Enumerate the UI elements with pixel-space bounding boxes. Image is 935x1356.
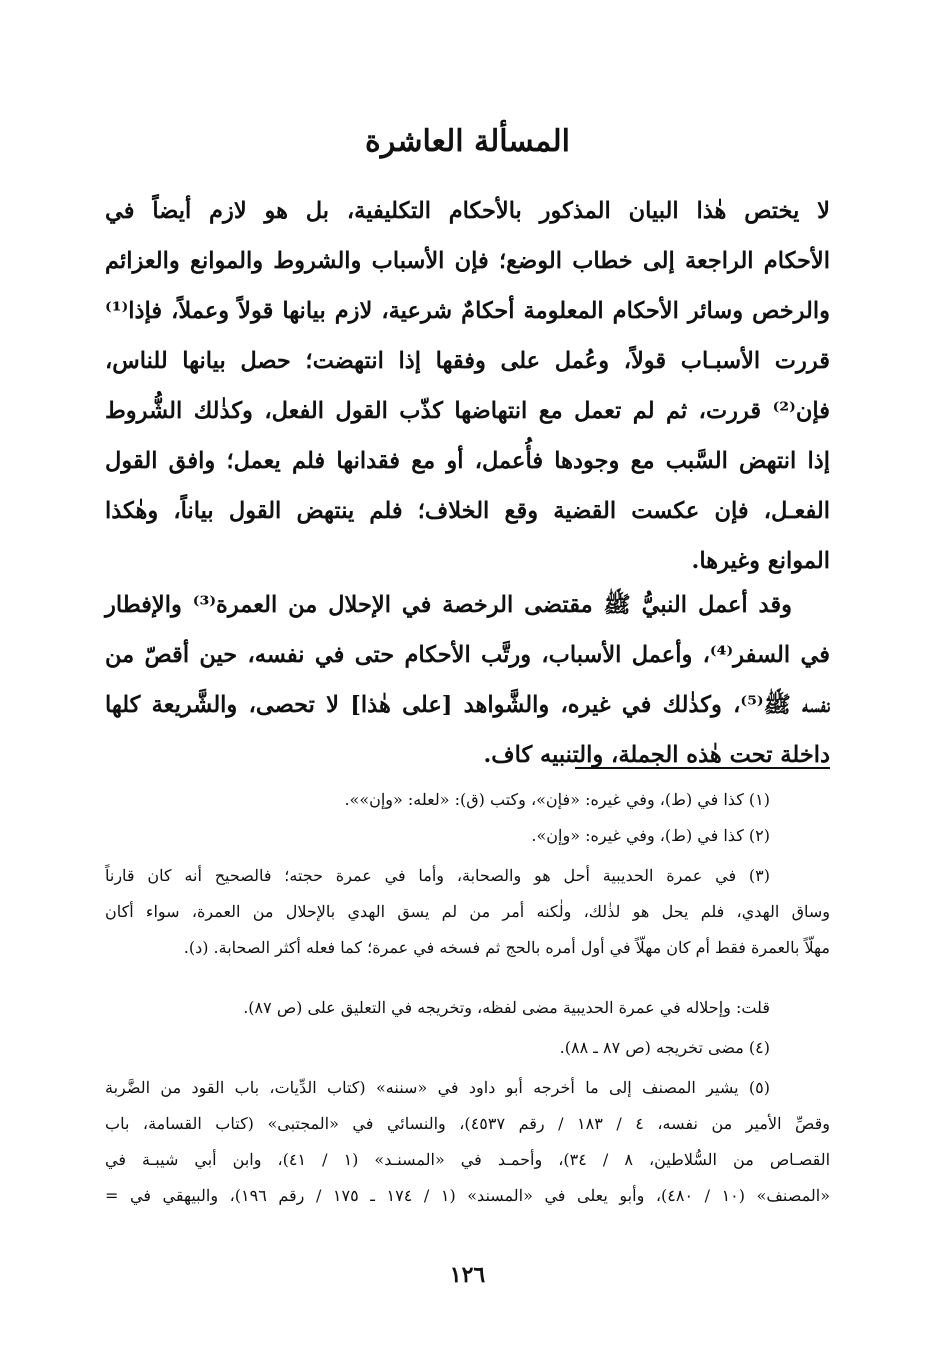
page-number: ١٢٦ [449, 1262, 486, 1288]
text-line: الموانع وغيرها. [691, 548, 830, 574]
footnote-line: (٤) مضى تخريجه (ص ٨٧ ـ ٨٨). [559, 1038, 770, 1057]
text-line: داخلة تحت هٰذه الجملة، والتنبيه كاف. [483, 742, 830, 768]
footnote-line: مهلّاً بالعمرة فقط أم كان مهلّاً في أول أمره بالحج ثم فسخه في عمرة؛ كما فعله أكثر الصحابة. (د). [183, 938, 830, 957]
footnote-line: (١) كذا في (ط)، وفي غيره: «فإن»، وكتب (ق): «لعله: «وإن»». [344, 790, 770, 809]
footnote-5 [105, 1070, 830, 1214]
footnote-line: وقصِّ الأمير من نفسه، ٤ / ١٨٣ / رقم ٤٥٣٧)، والنسائي في «المجتبى» (كتاب القسامة، باب [105, 1114, 831, 1133]
footnote-line: (٢) كذا في (ط)، وفي غيره: «وإن». [531, 826, 770, 845]
text-line: وقد أعمل النبيُّ ﷺ مقتضى الرخصة في الإحلال من العمرة⁽³⁾ والإفطار [105, 592, 792, 618]
body-paragraph-1 [105, 186, 830, 586]
text-line: إذا انتهض السَّبب مع وجودها فأُعمل، أو مع فقدانها فلم يعمل؛ وافق القول [105, 448, 830, 474]
text-line: الأحكام الراجعة إلى خطاب الوضع؛ فإن الأسباب والشروط والموانع والعزائم [105, 248, 830, 274]
footnote-3 [105, 858, 830, 966]
footnote-1 [105, 782, 830, 818]
text-line: الفعـل، فإن عكست القضية وقع الخلاف؛ فلم ينتهض القول بياناً، وهٰكذا [105, 498, 830, 524]
text-line: والرخص وسائر الأحكام المعلومة أحكامٌ شرعية، لازم بيانها قولاً وعملاً، فإذا⁽¹⁾ [105, 298, 830, 324]
footnote-line: قلت: وإحلاله في عمرة الحديبية مضى لفظه، وتخريجه في التعليق على (ص ٨٧). [243, 998, 770, 1017]
text-line: لا يختص هٰذا البيان المذكور بالأحكام التكليفية، بل هو لازم أيضاً في [105, 198, 830, 224]
footnote-line: (٣) في عمرة الحديبية أحل هو والصحابة، وأما في عمرة حجته؛ فالصحيح أنه كان قارناً [105, 866, 770, 885]
footnote-separator [575, 767, 830, 769]
footnote-line: «المصنف» (١٠ / ٤٨٠)، وأبو يعلى في «المسند» (١ / ١٧٤ ـ ١٧٥ / رقم ١٩٦)، والبيهقي في = [105, 1186, 830, 1205]
text-line: نفسه ﷺ⁽⁵⁾، وكذٰلك في غيره، والشَّواهد [على هٰذا] لا تحصى، والشَّريعة كلها [105, 692, 830, 718]
footnote-4 [105, 1030, 830, 1066]
text-line: في السفر⁽⁴⁾، وأعمل الأسباب، ورتَّب الأحكام حتى في نفسه، حين أقصّ من [105, 642, 830, 668]
footnote-line: القصـاص من السُّلاطين، ٨ / ٣٤)، وأحمـد في «المسنـد» (١ / ٤١)، وابن أبي شيبـة في [105, 1150, 831, 1169]
footnote-line: (٥) يشير المصنف إلى ما أخرجه أبو داود في «سننه» (كتاب الدِّيات، باب القود من الضَّربة [105, 1078, 770, 1097]
footnote-3-note [105, 990, 830, 1026]
section-title: المسألة العاشرة [365, 124, 570, 159]
text-line: قررت الأسبـاب قولاً، وعُمل على وفقها إذا انتهضت؛ حصل بيانها للناس، [105, 348, 830, 374]
text-line: فإن⁽²⁾ قررت، ثم لم تعمل مع انتهاضها كذّب القول الفعل، وكذٰلك الشُّروط [105, 398, 830, 424]
footnote-2 [105, 818, 830, 854]
body-paragraph-2 [105, 580, 830, 780]
footnote-line: وساق الهدي، فلم يحل هو لذٰلك، ولٰكنه أمر من لم يسق الهدي بالإحلال من العمرة، سواء أكان [105, 902, 830, 921]
